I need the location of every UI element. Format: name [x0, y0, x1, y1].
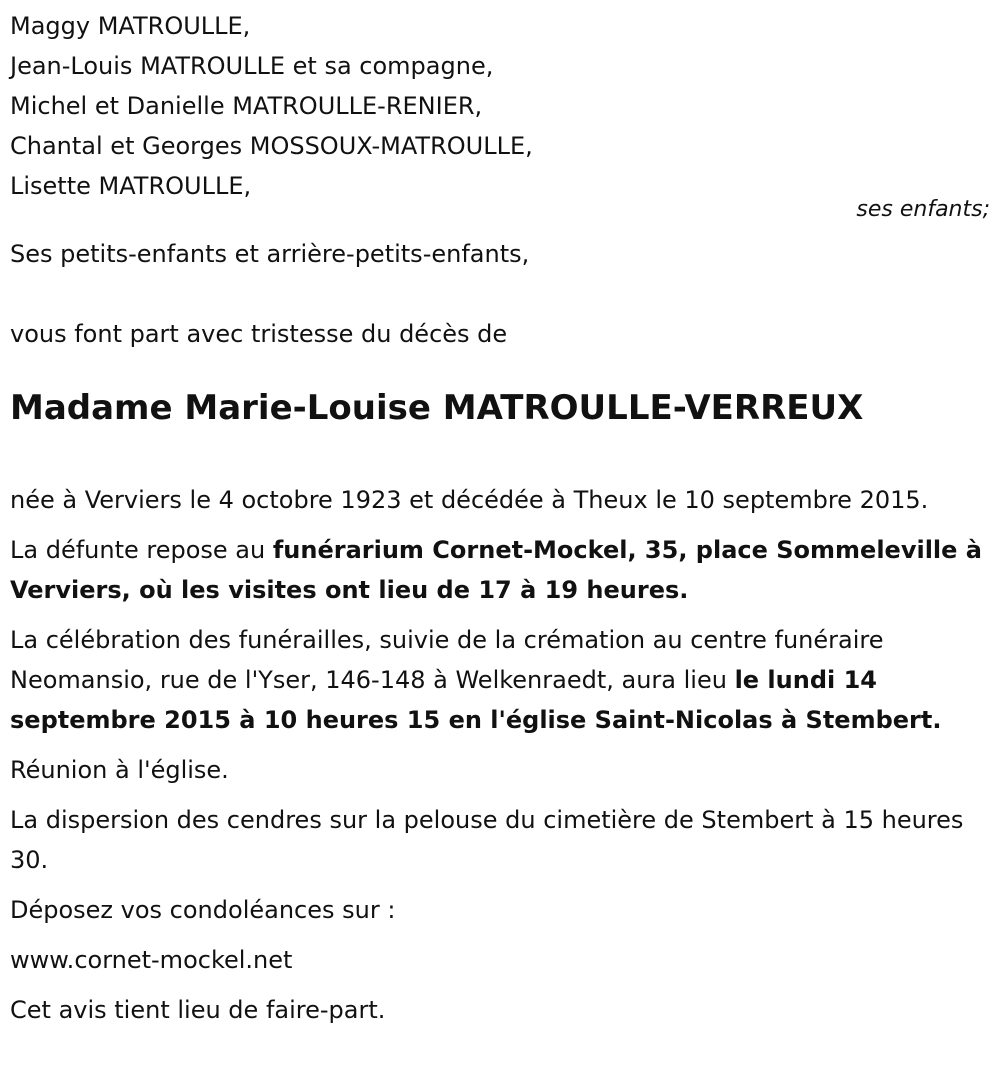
family-members [10, 6, 990, 206]
family-member-lisette: Lisette MATROULLE, [10, 172, 252, 200]
birth-death-paragraph: née à Verviers le 4 octobre 1923 et décédée à Theux le 10 septembre 2015. [10, 486, 929, 514]
notice-paragraph: Cet avis tient lieu de faire-part. [10, 996, 386, 1024]
ceremony-intro: La célébration des funérailles, suivie de la crémation au centre funéraire Neomansio, rue de l'Yser, 146-148 à Welkenraedt, aura lieu [10, 626, 884, 694]
meeting-paragraph: Réunion à l'église. [10, 756, 229, 784]
ceremony-time: le lundi 14 septembre 2015 à 10 heures 15 en l'église Saint-Nicolas à Stembert. [10, 666, 942, 734]
ceremony-paragraph [10, 620, 990, 740]
condolences-website-link[interactable]: www.cornet-mockel.net [10, 946, 293, 974]
repose-paragraph [10, 530, 990, 610]
family-member-chantal-georges: Chantal et Georges MOSSOUX-MATROULLE, [10, 132, 533, 160]
repose-place: funérarium Cornet-Mockel, 35, place Sommeleville à Verviers, où les visites ont lieu de 17 à 19 heures. [10, 536, 982, 604]
deceased-name: Madame Marie-Louise MATROULLE-VERREUX [10, 388, 864, 428]
children-label: ses enfants; [856, 197, 990, 222]
condolences-label: Déposez vos condoléances sur : [10, 896, 396, 924]
ashes-paragraph: La dispersion des cendres sur la pelouse du cimetière de Stembert à 15 heures 30. [10, 806, 964, 874]
family-member-jean-louis: Jean-Louis MATROULLE et sa compagne, [10, 52, 494, 80]
announcement-intro: vous font part avec tristesse du décès de [10, 320, 508, 348]
repose-intro: La défunte repose au [10, 536, 273, 564]
family-member-michel-danielle: Michel et Danielle MATROULLE-RENIER, [10, 92, 483, 120]
family-member-maggy: Maggy MATROULLE, [10, 12, 251, 40]
grandchildren-line: Ses petits-enfants et arrière-petits-enfants, [10, 240, 530, 268]
